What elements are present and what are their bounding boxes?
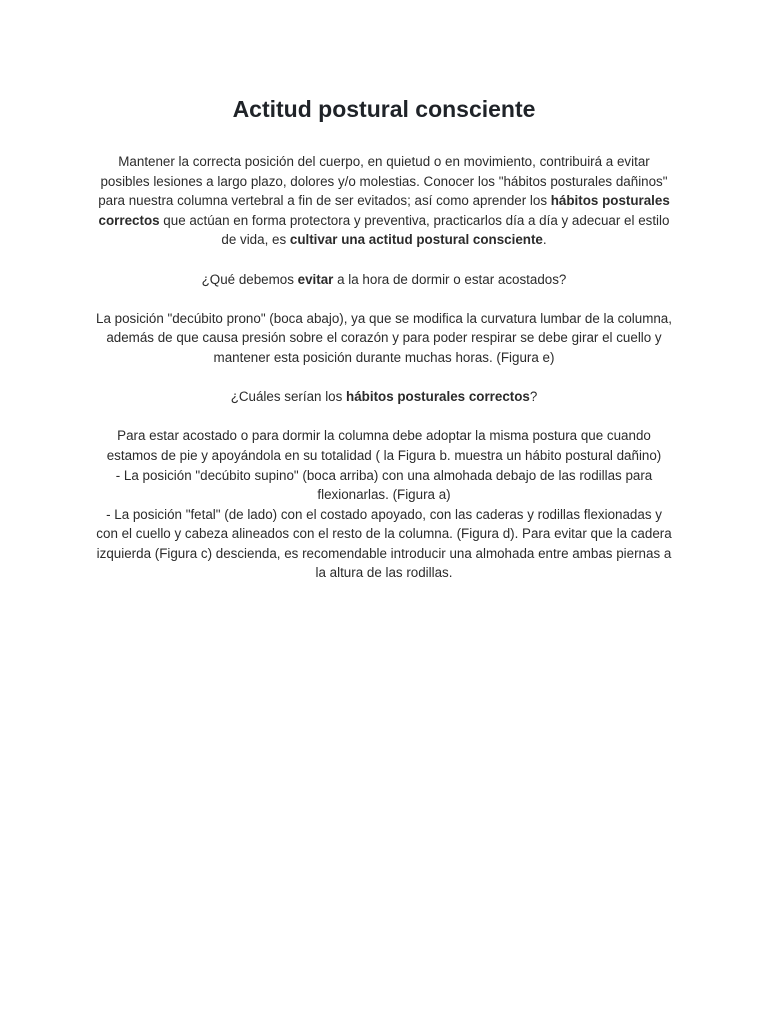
- intro-bold-attitude: cultivar una actitud postural consciente: [289, 232, 543, 248]
- supine-position-item: - La posición "decúbito supino" (boca arriba) con una almohada debajo de las rodillas para flexionarlas. (Figura a): [115, 467, 653, 503]
- intro-text-2: que actúan en forma protectora y preventiva, practicarlos día a día y adecuar el estilo de vida, es: [159, 212, 670, 248]
- question-avoid: [96, 270, 672, 290]
- page-title: Actitud postural consciente: [232, 96, 536, 122]
- question-avoid-text-2: a la hora de dormir o estar acostados?: [333, 271, 567, 287]
- document-page: [96, 92, 672, 603]
- correct-habits-paragraph: [96, 426, 672, 583]
- fetal-position-item: - La posición "fetal" (de lado) con el costado apoyado, con las caderas y rodillas flexionadas y con el cuello y cabeza alineados con el resto de la columna. (Figura d). Para evitar que la cadera izquierda (Figura c) descienda, es recomendable introducir una almohada entre ambas piernas a la altura de las rodillas.: [96, 506, 672, 581]
- question-avoid-text-1: ¿Qué debemos: [201, 271, 298, 287]
- question-correct-bold: hábitos posturales correctos: [346, 389, 530, 405]
- prone-position-text: La posición "decúbito prono" (boca abajo), ya que se modifica la curvatura lumbar de la columna, además de que causa presión sobre el corazón y para poder respirar se debe girar el cuello y mantener esta posición durante muchas horas. (Figura e): [96, 310, 672, 365]
- prone-position-paragraph: [96, 309, 672, 368]
- question-correct-text-2: ?: [529, 389, 538, 405]
- intro-text-1: Mantener la correcta posición del cuerpo, en quietud o en movimiento, contribuirá a evitar posibles lesiones a largo plazo, dolores y/o molestias. Conocer los "hábitos posturales dañinos" para nuestra columna vertebral a fin de ser evitados; así como aprender los: [98, 154, 668, 209]
- intro-bold-habits: hábitos posturales correctos: [98, 193, 670, 228]
- question-correct: [96, 387, 672, 407]
- question-correct-text-1: ¿Cuáles serían los: [230, 389, 347, 405]
- correct-habits-intro: Para estar acostado o para dormir la columna debe adoptar la misma postura que cuando estamos de pie y apoyándola en su totalidad ( la Figura b. muestra un hábito postural dañino): [106, 428, 662, 463]
- intro-text-3: .: [542, 232, 547, 248]
- question-avoid-bold: evitar: [297, 271, 334, 287]
- intro-paragraph: [96, 152, 672, 250]
